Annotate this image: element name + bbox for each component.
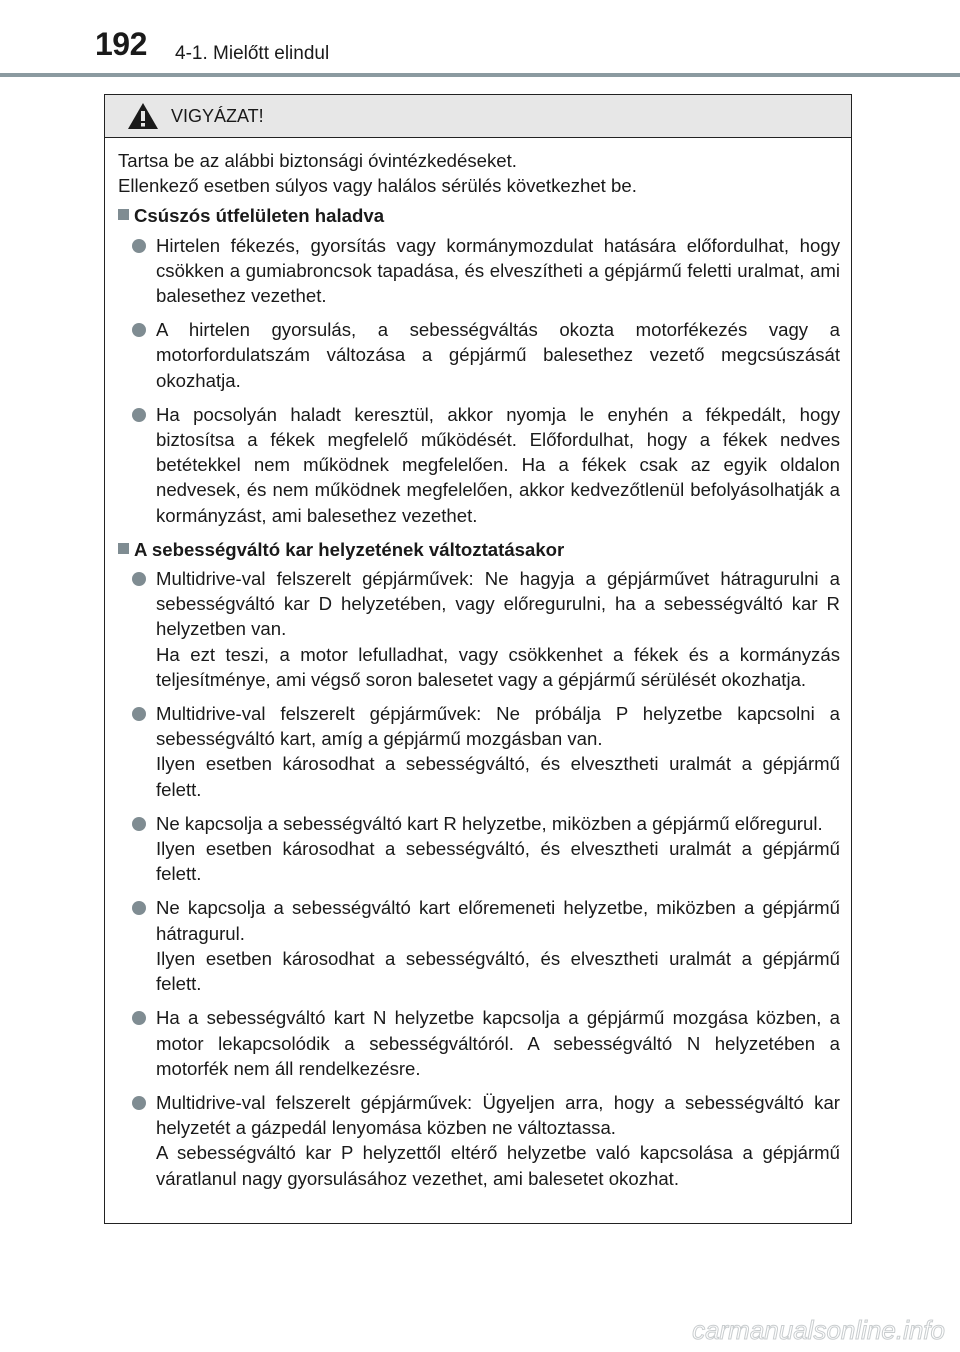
- square-bullet-icon: [118, 543, 129, 554]
- section-title: 4-1. Mielőtt elindul: [175, 43, 330, 64]
- round-bullet-icon: [132, 817, 146, 831]
- warning-intro: [118, 148, 840, 198]
- section-heading-text: A sebességváltó kar helyzetének változtatásakor: [134, 538, 565, 560]
- list-item-text: Multidrive-val felszerelt gépjárművek: Ne próbálja P helyzetbe kapcsolni a sebességváltó kart, amíg a gépjármű mozgásban van. Ilyen esetben károsodhat a sebességváltó, és elvesztheti uralmát a gépjármű felett.: [156, 703, 840, 800]
- list-item-text: A hirtelen gyorsulás, a sebességváltás okozta motorfékezés vagy a motorfordulatszám változása a gépjármű balesethez vezető megcsúszását okozhatja.: [156, 319, 840, 391]
- list-item: [132, 233, 840, 309]
- list-item: [132, 895, 840, 996]
- list-item: [132, 811, 840, 887]
- list-item-text: Ne kapcsolja a sebességváltó kart R helyzetbe, miközben a gépjármű előregurul. Ilyen esetben károsodhat a sebességváltó, és elvesztheti uralmát a gépjármű felett.: [156, 812, 840, 885]
- intro-line: Tartsa be az alábbi biztonsági óvintézkedéseket.: [118, 150, 517, 171]
- list-item-text: Hirtelen fékezés, gyorsítás vagy kormánymozdulat hatására előfordulhat, hogy csökken a gumiabroncsok tapadása, és elveszítheti a gépjármű feletti uralmat, ami balesethez vezethet.: [156, 234, 840, 307]
- warning-body: [105, 138, 851, 1191]
- round-bullet-icon: [132, 707, 146, 721]
- section-heading: [118, 203, 840, 228]
- watermark-logo: [620, 1312, 950, 1348]
- warning-box: [104, 94, 852, 1224]
- warning-triangle-icon: [127, 102, 159, 130]
- round-bullet-icon: [132, 1096, 146, 1110]
- list-item-text: Multidrive-val felszerelt gépjárművek: Ne hagyja a gépjárművet hátragurulni a sebességváltó kar D helyzetében, vagy előregurulni, ha a sebességváltó kar R helyzetben van. Ha ezt teszi, a motor lefulladhat, vagy csökkenhet a fékek és a kormányzás teljesítménye, ami végső soron balesetet vagy a gépjármű sérülését okozhatja.: [156, 568, 840, 690]
- round-bullet-icon: [132, 1011, 146, 1025]
- warning-title: VIGYÁZAT!: [171, 106, 264, 126]
- list-item-text: Multidrive-val felszerelt gépjárművek: Ügyeljen arra, hogy a sebességváltó kar helyzetét a gázpedál lenyomása közben ne változtassa. A sebességváltó kar P helyzettől eltérő helyzetbe való kapcsolása a gépjármű váratlanul nagy gyorsulásához vezethet, ami balesetet okozhat.: [156, 1091, 840, 1189]
- list-item: [132, 317, 840, 393]
- list-item-text: Ha pocsolyán haladt keresztül, akkor nyomja le enyhén a fékpedált, hogy biztosítsa a fékek megfelelő működését. Előfordulhat, hogy a fékek nedves betétekkel nem működnek megfelelően. Ha a fékek csak az egyik oldalon nedvesek, és nem működnek megfelelően, akkor kedvezőtlenül befolyásolhatják a kormányzást, ami balesethez vezethet.: [156, 403, 840, 526]
- round-bullet-icon: [132, 901, 146, 915]
- list-item: [132, 701, 840, 802]
- section-heading-text: Csúszós útfelületen haladva: [134, 205, 385, 227]
- page-header: [0, 0, 960, 80]
- round-bullet-icon: [132, 408, 146, 422]
- intro-line: Ellenkező esetben súlyos vagy halálos sérülés következhet be.: [118, 175, 637, 197]
- square-bullet-icon: [118, 209, 129, 220]
- round-bullet-icon: [132, 239, 146, 253]
- page-number: 192: [95, 26, 147, 62]
- list-item-text: Ha a sebességváltó kart N helyzetbe kapcsolja a gépjármű mozgása közben, a motor lekapcsolódik a sebességváltóról. A sebességváltó N helyzetében a motorfék nem áll rendelkezésre.: [156, 1007, 840, 1079]
- round-bullet-icon: [132, 323, 146, 337]
- list-item: [132, 1005, 840, 1081]
- list-item: [132, 566, 840, 692]
- watermark-text: carmanualsonline.info: [692, 1315, 945, 1345]
- round-bullet-icon: [132, 572, 146, 586]
- list-item-text: Ne kapcsolja a sebességváltó kart előremeneti helyzetbe, miközben a gépjármű hátragurul. Ilyen esetben károsodhat a sebességváltó, és elvesztheti uralmát a gépjármű felett.: [156, 897, 840, 995]
- section-heading: [118, 537, 840, 562]
- warning-header: [105, 95, 851, 138]
- list-item: [132, 1090, 840, 1191]
- header-divider: [0, 73, 960, 77]
- list-item: [132, 402, 840, 528]
